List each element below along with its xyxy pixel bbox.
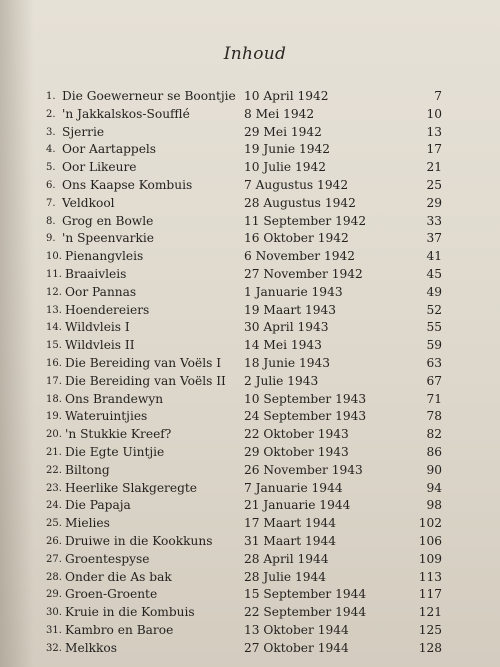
entry-title: Kambro en Baroe bbox=[65, 622, 174, 637]
entry-date: 17 Maart 1944 bbox=[244, 516, 337, 531]
entry-page-number: 41 bbox=[426, 249, 442, 264]
entry-title: Ons Brandewyn bbox=[65, 391, 164, 406]
entry-number: 6. bbox=[46, 179, 56, 191]
entry-date: 16 Oktober 1942 bbox=[244, 231, 349, 246]
table-of-contents bbox=[46, 88, 442, 658]
entry-page-number: 128 bbox=[418, 640, 442, 655]
entry-number: 24. bbox=[46, 500, 62, 512]
toc-entry bbox=[46, 230, 442, 248]
entry-date: 29 Oktober 1943 bbox=[244, 444, 349, 459]
entry-title: Oor Likeure bbox=[62, 160, 137, 175]
toc-entry bbox=[46, 213, 442, 231]
toc-entry bbox=[46, 124, 442, 142]
entry-page-number: 90 bbox=[426, 462, 442, 477]
entry-title: Mielies bbox=[65, 516, 110, 531]
entry-date: 27 November 1942 bbox=[244, 266, 363, 281]
entry-title: Onder die As bak bbox=[65, 569, 172, 584]
entry-page-number: 59 bbox=[426, 338, 442, 353]
entry-date: 14 Mei 1943 bbox=[244, 338, 322, 353]
entry-date: 15 September 1944 bbox=[244, 587, 367, 602]
page-gutter-shadow bbox=[0, 0, 34, 667]
entry-page-number: 33 bbox=[426, 213, 442, 228]
entry-date: 11 September 1942 bbox=[244, 213, 367, 228]
toc-entry bbox=[46, 462, 442, 480]
entry-date: 22 Oktober 1943 bbox=[244, 427, 349, 442]
entry-title: Groen-Groente bbox=[65, 587, 158, 602]
entry-page-number: 71 bbox=[426, 391, 442, 406]
entry-date: 21 Januarie 1944 bbox=[244, 498, 351, 513]
entry-page-number: 86 bbox=[426, 444, 442, 459]
entry-page-number: 7 bbox=[434, 89, 442, 103]
toc-entry bbox=[46, 408, 442, 426]
entry-number: 21. bbox=[46, 446, 62, 458]
toc-entry bbox=[46, 319, 442, 337]
entry-page-number: 29 bbox=[426, 195, 442, 210]
entry-date: 10 April 1942 bbox=[244, 89, 329, 103]
page-title: Inhoud bbox=[223, 44, 287, 64]
entry-number: 13. bbox=[46, 304, 62, 316]
toc-entry bbox=[46, 284, 442, 302]
entry-number: 20. bbox=[46, 429, 62, 441]
entry-date: 28 Augustus 1942 bbox=[244, 195, 356, 210]
entry-date: 28 Julie 1944 bbox=[244, 569, 327, 584]
entry-number: 31. bbox=[46, 624, 62, 636]
entry-title: Melkkos bbox=[65, 640, 117, 655]
toc-entry bbox=[46, 177, 442, 195]
toc-entry bbox=[46, 106, 442, 124]
entry-page-number: 63 bbox=[426, 355, 442, 370]
entry-title: Oor Pannas bbox=[65, 284, 137, 299]
toc-entry bbox=[46, 480, 442, 498]
entry-date: 19 Junie 1942 bbox=[244, 142, 330, 157]
toc-entry bbox=[46, 337, 442, 355]
entry-number: 30. bbox=[46, 607, 62, 619]
toc-entry bbox=[46, 302, 442, 320]
entry-date: 10 September 1943 bbox=[244, 391, 367, 406]
entry-number: 1. bbox=[46, 91, 56, 102]
toc-entry bbox=[46, 533, 442, 551]
entry-title: Braaivleis bbox=[65, 266, 127, 281]
entry-page-number: 109 bbox=[418, 551, 442, 566]
entry-date: 27 Oktober 1944 bbox=[244, 640, 349, 655]
entry-title: Wildvleis II bbox=[65, 338, 135, 353]
toc-entry bbox=[46, 604, 442, 622]
entry-date: 26 November 1943 bbox=[244, 462, 363, 477]
entry-number: 27. bbox=[46, 553, 62, 565]
entry-title: Kruie in die Kombuis bbox=[65, 605, 195, 620]
entry-date: 30 April 1943 bbox=[244, 320, 329, 335]
entry-page-number: 25 bbox=[426, 177, 442, 192]
entry-number: 29. bbox=[46, 589, 62, 601]
entry-title: 'n Jakkalskos-Soufflé bbox=[62, 106, 190, 121]
entry-number: 9. bbox=[46, 233, 56, 245]
entry-number: 2. bbox=[46, 108, 56, 120]
entry-title: Veldkool bbox=[62, 195, 115, 210]
entry-title: Druiwe in die Kookkuns bbox=[65, 533, 213, 548]
entry-page-number: 13 bbox=[426, 124, 442, 139]
toc-entry bbox=[46, 551, 442, 569]
entry-page-number: 98 bbox=[426, 498, 442, 513]
entry-number: 22. bbox=[46, 464, 62, 476]
entry-title: Groentespyse bbox=[65, 551, 150, 566]
entry-number: 7. bbox=[46, 197, 56, 209]
entry-page-number: 49 bbox=[426, 284, 442, 299]
entry-title: Die Papaja bbox=[65, 498, 131, 513]
entry-page-number: 21 bbox=[426, 160, 442, 175]
entry-title: Oor Aartappels bbox=[62, 142, 157, 157]
entry-number: 32. bbox=[46, 642, 62, 654]
toc-entry bbox=[46, 640, 442, 658]
entry-number: 12. bbox=[46, 286, 62, 298]
entry-date: 8 Mei 1942 bbox=[244, 106, 315, 121]
entry-date: 10 Julie 1942 bbox=[244, 160, 327, 175]
entry-number: 28. bbox=[46, 571, 62, 583]
toc-entry bbox=[46, 248, 442, 266]
toc-entry bbox=[46, 515, 442, 533]
entry-page-number: 106 bbox=[418, 533, 442, 548]
entry-number: 3. bbox=[46, 126, 56, 138]
toc-entry bbox=[46, 141, 442, 159]
entry-page-number: 10 bbox=[426, 106, 442, 121]
entry-page-number: 117 bbox=[418, 587, 442, 602]
entry-date: 6 November 1942 bbox=[244, 249, 356, 264]
entry-page-number: 55 bbox=[426, 320, 442, 335]
entry-page-number: 52 bbox=[426, 302, 442, 317]
toc-entry bbox=[46, 355, 442, 373]
entry-number: 14. bbox=[46, 322, 62, 334]
toc-entry bbox=[46, 266, 442, 284]
toc-entry bbox=[46, 159, 442, 177]
entry-date: 7 Januarie 1944 bbox=[244, 480, 343, 495]
entry-title: Wildvleis I bbox=[65, 320, 130, 335]
entry-title: Sjerrie bbox=[62, 124, 105, 139]
entry-page-number: 113 bbox=[418, 569, 442, 584]
entry-number: 19. bbox=[46, 411, 62, 423]
toc-entry bbox=[46, 444, 442, 462]
entry-page-number: 82 bbox=[426, 427, 442, 442]
entry-date: 24 September 1943 bbox=[244, 409, 367, 424]
entry-page-number: 94 bbox=[426, 480, 442, 495]
entry-page-number: 17 bbox=[426, 142, 442, 157]
toc-entry bbox=[46, 569, 442, 587]
entry-page-number: 125 bbox=[418, 622, 442, 637]
entry-date: 22 September 1944 bbox=[244, 605, 367, 620]
entry-date: 18 Junie 1943 bbox=[244, 355, 330, 370]
entry-number: 8. bbox=[46, 215, 56, 227]
entry-number: 15. bbox=[46, 340, 62, 352]
entry-page-number: 37 bbox=[426, 231, 442, 246]
entry-page-number: 45 bbox=[426, 266, 442, 281]
entry-page-number: 102 bbox=[418, 516, 442, 531]
entry-number: 11. bbox=[46, 268, 62, 280]
entry-title: Die Egte Uintjie bbox=[65, 444, 165, 459]
entry-title: 'n Speenvarkie bbox=[62, 231, 154, 246]
entry-date: 13 Oktober 1944 bbox=[244, 622, 349, 637]
entry-date: 28 April 1944 bbox=[244, 551, 329, 566]
entry-title: 'n Stukkie Kreef? bbox=[65, 427, 172, 442]
entry-page-number: 67 bbox=[426, 373, 442, 388]
toc-entry bbox=[46, 195, 442, 213]
entry-title: Grog en Bowle bbox=[62, 213, 154, 228]
entry-title: Hoendereiers bbox=[65, 302, 150, 317]
entry-title: Die Bereiding van Voëls II bbox=[65, 373, 226, 388]
entry-title: Heerlike Slakgeregte bbox=[65, 480, 198, 495]
entry-title: Die Bereiding van Voëls I bbox=[65, 355, 222, 370]
toc-entry bbox=[46, 497, 442, 515]
entry-number: 23. bbox=[46, 482, 62, 494]
toc-entry bbox=[46, 426, 442, 444]
entry-date: 1 Januarie 1943 bbox=[244, 284, 343, 299]
entry-date: 31 Maart 1944 bbox=[244, 533, 337, 548]
entry-number: 18. bbox=[46, 393, 62, 405]
toc-entry bbox=[46, 391, 442, 409]
entry-number: 10. bbox=[46, 251, 62, 263]
entry-date: 7 Augustus 1942 bbox=[244, 177, 349, 192]
entry-number: 25. bbox=[46, 518, 62, 530]
entry-page-number: 78 bbox=[426, 409, 442, 424]
entry-date: 19 Maart 1943 bbox=[244, 302, 337, 317]
entry-title: Wateruintjies bbox=[65, 409, 148, 424]
entry-title: Ons Kaapse Kombuis bbox=[62, 177, 193, 192]
entry-page-number: 121 bbox=[418, 605, 442, 620]
toc-entry bbox=[46, 88, 442, 106]
entry-number: 4. bbox=[46, 144, 56, 156]
toc-entry bbox=[46, 586, 442, 604]
entry-date: 29 Mei 1942 bbox=[244, 124, 322, 139]
entry-number: 17. bbox=[46, 375, 62, 387]
entry-title: Biltong bbox=[65, 462, 110, 477]
toc-entry bbox=[46, 622, 442, 640]
entry-number: 16. bbox=[46, 357, 62, 369]
entry-number: 26. bbox=[46, 535, 62, 547]
entry-number: 5. bbox=[46, 162, 56, 174]
entry-date: 2 Julie 1943 bbox=[244, 373, 319, 388]
toc-entry bbox=[46, 373, 442, 391]
entry-title: Pienangvleis bbox=[65, 249, 144, 264]
entry-title: Die Goewerneur se Boontjie bbox=[62, 89, 236, 103]
